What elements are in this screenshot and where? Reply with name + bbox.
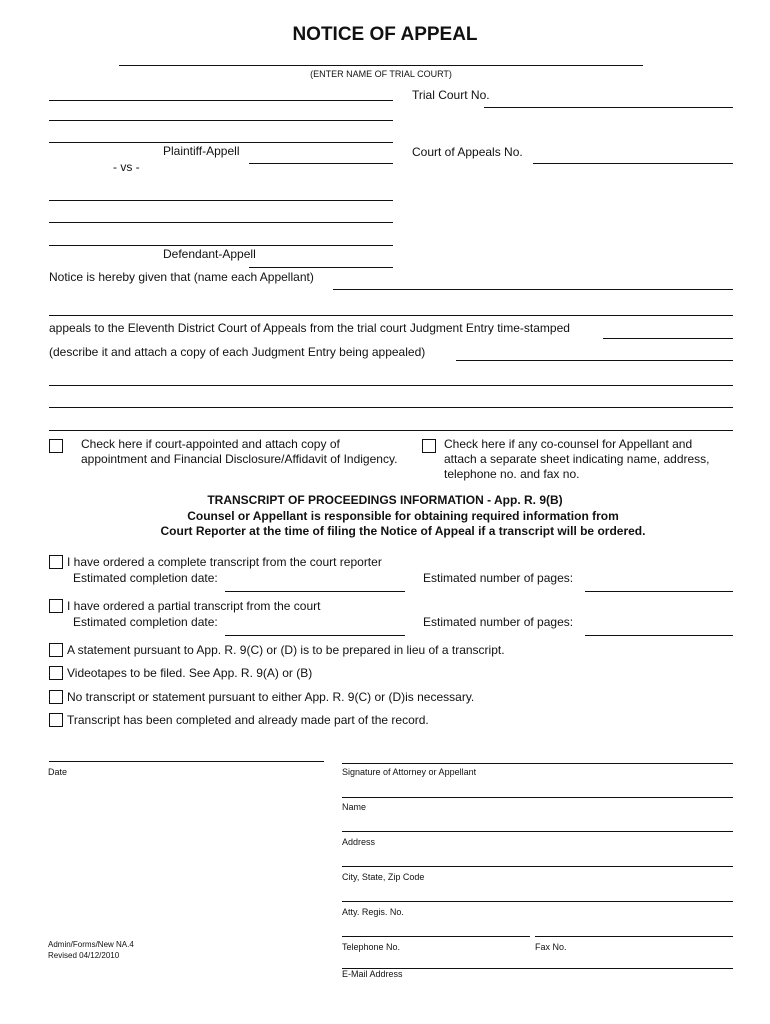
plaintiff-suffix-field[interactable] — [249, 163, 393, 164]
trial-court-no-field[interactable] — [484, 107, 733, 108]
address-label: Address — [342, 837, 376, 847]
judgment-description-field-2[interactable] — [49, 385, 733, 386]
videotapes-checkbox[interactable] — [49, 666, 63, 680]
complete-completion-date-field[interactable] — [225, 591, 405, 592]
partial-transcript-label: I have ordered a partial transcript from the court — [67, 599, 321, 613]
cocounsel-checkbox[interactable] — [422, 439, 436, 453]
atty-regis-field[interactable] — [342, 901, 733, 902]
name-field[interactable] — [342, 797, 733, 798]
plaintiff-name-line-2[interactable] — [49, 120, 393, 121]
trial-court-name-field[interactable] — [119, 65, 643, 66]
complete-transcript-label: I have ordered a complete transcript from the court reporter — [67, 555, 382, 569]
defendant-label: Defendant-Appell — [163, 247, 256, 261]
judgment-description-field-1[interactable] — [456, 360, 733, 361]
plaintiff-label: Plaintiff-Appell — [163, 144, 240, 158]
city-state-zip-label: City, State, Zip Code — [342, 872, 425, 882]
transcript-heading-line2: Counsel or Appellant is responsible for obtaining required information from — [187, 509, 619, 523]
revised-date: Revised 04/12/2010 — [48, 951, 120, 960]
telephone-field[interactable] — [342, 936, 530, 937]
transcript-heading-line3: Court Reporter at the time of filing the Notice of Appeal if a transcript will be ordered. — [160, 524, 646, 538]
no-transcript-label: No transcript or statement pursuant to either App. R. 9(C) or (D)is necessary. — [67, 690, 475, 704]
court-of-appeals-no-field[interactable] — [533, 163, 733, 164]
page-title: NOTICE OF APPEAL — [292, 24, 478, 45]
date-label: Date — [48, 767, 68, 777]
cocounsel-line2: attach a separate sheet indicating name, address, — [444, 452, 710, 466]
trial-court-no-label: Trial Court No. — [412, 88, 490, 102]
name-label: Name — [342, 802, 367, 812]
fax-field[interactable] — [535, 936, 733, 937]
defendant-name-line-1[interactable] — [49, 200, 393, 201]
partial-transcript-checkbox[interactable] — [49, 599, 63, 613]
timestamp-field[interactable] — [603, 338, 733, 339]
court-appointed-line2: appointment and Financial Disclosure/Affidavit of Indigency. — [81, 452, 398, 466]
partial-pages-field[interactable] — [585, 635, 733, 636]
address-field[interactable] — [342, 831, 733, 832]
transcript-heading-title: TRANSCRIPT OF PROCEEDINGS INFORMATION - App. R. 9(B) — [207, 493, 563, 507]
atty-regis-label: Atty. Regis. No. — [342, 907, 404, 917]
telephone-label: Telephone No. — [342, 942, 401, 952]
signature-field[interactable] — [342, 763, 733, 764]
notice-text: Notice is hereby given that (name each Appellant) — [49, 270, 314, 284]
appellant-name-field-1[interactable] — [333, 289, 733, 290]
defendant-suffix-field[interactable] — [249, 267, 393, 268]
defendant-name-line-3[interactable] — [49, 245, 393, 246]
appeals-text: appeals to the Eleventh District Court of Appeals from the trial court Judgment Entry time-stamped — [49, 321, 570, 335]
complete-pages-label: Estimated number of pages: — [423, 571, 574, 585]
form-id: Admin/Forms/New NA.4 — [48, 940, 134, 949]
defendant-name-line-2[interactable] — [49, 222, 393, 223]
describe-text: (describe it and attach a copy of each Judgment Entry being appealed) — [49, 345, 426, 359]
judgment-description-field-4[interactable] — [49, 430, 733, 431]
partial-pages-label: Estimated number of pages: — [423, 615, 574, 629]
email-label: E-Mail Address — [342, 969, 403, 979]
videotapes-label: Videotapes to be filed. See App. R. 9(A) or (B) — [67, 666, 313, 680]
statement-checkbox[interactable] — [49, 643, 63, 657]
complete-completion-date-label: Estimated completion date: — [73, 571, 218, 585]
signature-label: Signature of Attorney or Appellant — [342, 767, 477, 777]
cocounsel-line1: Check here if any co-counsel for Appellant and — [444, 437, 693, 451]
judgment-description-field-3[interactable] — [49, 407, 733, 408]
court-appointed-checkbox[interactable] — [49, 439, 63, 453]
partial-completion-date-field[interactable] — [225, 635, 405, 636]
complete-pages-field[interactable] — [585, 591, 733, 592]
transcript-completed-label: Transcript has been completed and already made part of the record. — [67, 713, 429, 727]
court-appointed-line1: Check here if court-appointed and attach copy of — [81, 437, 340, 451]
date-field[interactable] — [49, 761, 324, 762]
vs-label: - vs - — [113, 160, 140, 174]
plaintiff-name-line-1[interactable] — [49, 100, 393, 101]
cocounsel-line3: telephone no. and fax no. — [444, 467, 580, 481]
complete-transcript-checkbox[interactable] — [49, 555, 63, 569]
city-state-zip-field[interactable] — [342, 866, 733, 867]
statement-label: A statement pursuant to App. R. 9(C) or (D) is to be prepared in lieu of a transcript. — [67, 643, 505, 657]
plaintiff-name-line-3[interactable] — [49, 142, 393, 143]
fax-label: Fax No. — [535, 942, 567, 952]
appellant-name-field-2[interactable] — [49, 315, 733, 316]
transcript-completed-checkbox[interactable] — [49, 713, 63, 727]
no-transcript-checkbox[interactable] — [49, 690, 63, 704]
trial-court-caption: (ENTER NAME OF TRIAL COURT) — [310, 69, 452, 79]
partial-completion-date-label: Estimated completion date: — [73, 615, 218, 629]
court-of-appeals-no-label: Court of Appeals No. — [412, 145, 523, 159]
